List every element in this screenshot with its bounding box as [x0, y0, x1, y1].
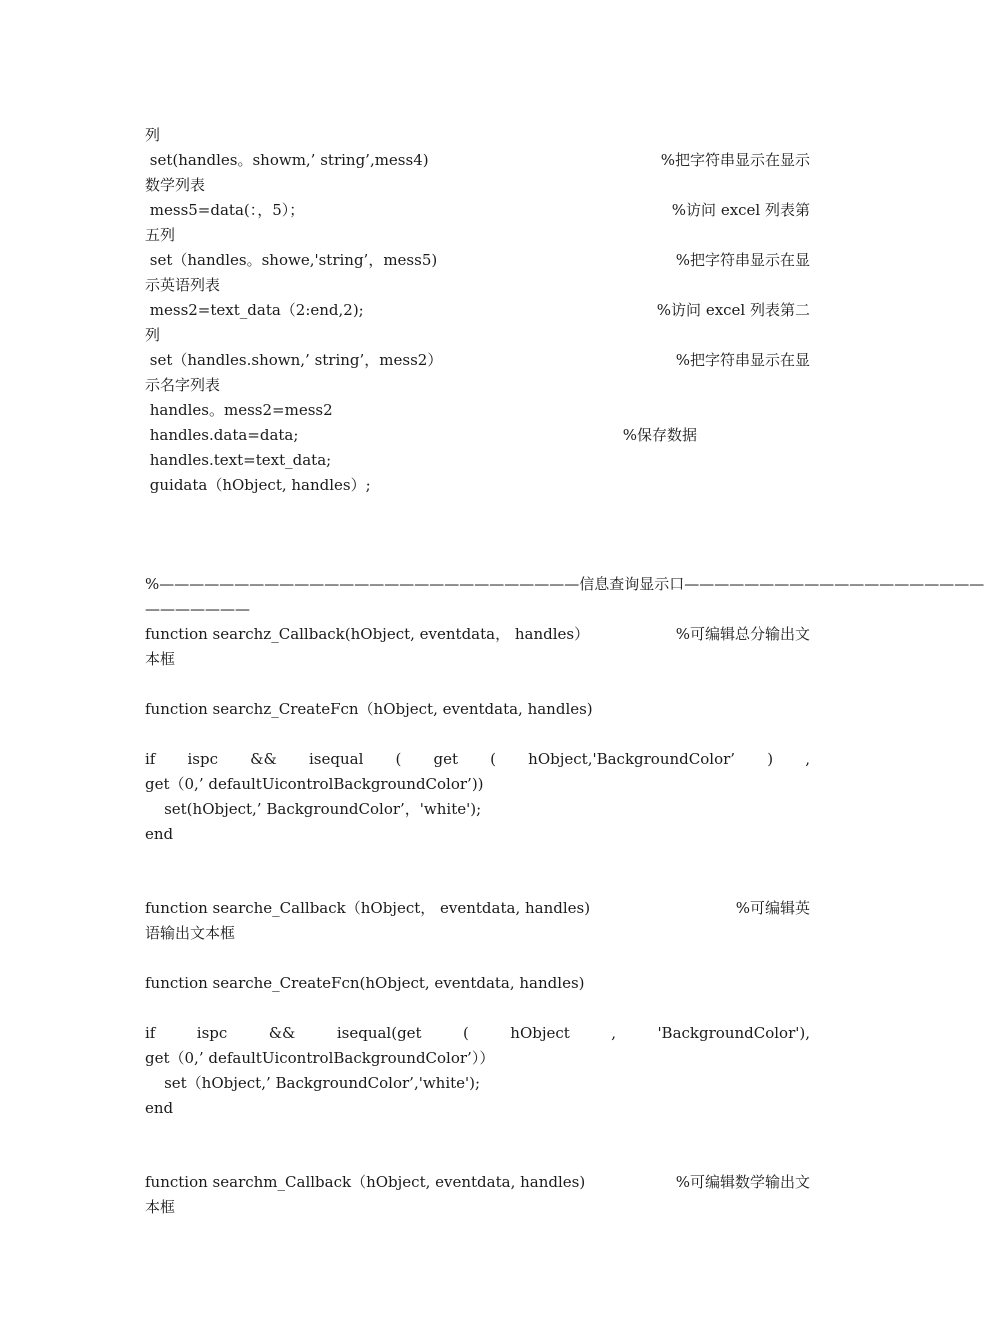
- code-text: guidata（hObject, handles）;: [145, 476, 371, 494]
- text-line: [145, 797, 810, 822]
- code-token: (: [490, 750, 497, 768]
- text-line: [145, 1096, 810, 1121]
- section-divider-continued: [145, 597, 810, 622]
- comment-text: %把字符串显示在显: [675, 351, 810, 369]
- code-token: isequal: [309, 750, 364, 768]
- text-line: [145, 622, 810, 647]
- code-text: mess5=data(：，5）；: [145, 201, 305, 219]
- text-line: [145, 198, 810, 223]
- text-line: [145, 398, 810, 423]
- code-text: set（handles.shown,’ string’，mess2）: [145, 351, 443, 369]
- code-token: &&: [250, 750, 277, 768]
- text-line: [145, 473, 810, 498]
- code-token: if: [145, 1024, 156, 1042]
- text-line: [145, 772, 810, 797]
- code-text: 数学列表: [145, 176, 206, 194]
- code-text: 示名字列表: [145, 376, 221, 394]
- code-text: end: [145, 825, 174, 843]
- text-line: [145, 896, 810, 921]
- code-token: ,: [805, 750, 810, 768]
- code-token: ,: [611, 1024, 617, 1042]
- code-text: function searchz_CreateFcn（hObject, eventdata, handles): [145, 700, 593, 718]
- comment-text: %访问 excel 列表第: [671, 201, 810, 219]
- divider-text: ———————: [145, 600, 250, 618]
- comment-text: %把字符串显示在显: [675, 251, 810, 269]
- section-divider: [145, 572, 984, 597]
- divider-text: %————————————————————————————信息查询显示口————————————————————: [145, 575, 984, 593]
- code-token: hObject,'BackgroundColor’: [528, 750, 736, 768]
- code-text: 列: [145, 126, 161, 144]
- code-text: set（handles。showe,'string’，mess5): [145, 251, 438, 269]
- comment-text: %可编辑数学输出文: [675, 1173, 810, 1191]
- text-line: [145, 1071, 810, 1096]
- code-text: 语输出文本框: [145, 924, 236, 942]
- text-line: [145, 223, 810, 248]
- code-token: ispc: [196, 1024, 228, 1042]
- comment-text: %可编辑总分输出文: [675, 625, 810, 643]
- code-text: 五列: [145, 226, 176, 244]
- text-line: [145, 123, 810, 148]
- code-text: set（hObject,’ BackgroundColor’,'white');: [145, 1074, 481, 1092]
- code-token: if: [145, 750, 156, 768]
- text-line: [145, 697, 810, 722]
- code-token: ): [767, 750, 774, 768]
- code-token: ispc: [187, 750, 218, 768]
- code-text: function searchz_Callback(hObject, eventdata， handles）: [145, 625, 590, 643]
- code-text: 示英语列表: [145, 276, 221, 294]
- text-line: [145, 348, 810, 373]
- code-token: get: [433, 750, 459, 768]
- text-line: [145, 448, 810, 473]
- text-line: [145, 822, 810, 847]
- code-text: end: [145, 1099, 174, 1117]
- code-text: function searchm_Callback（hObject, eventdata, handles): [145, 1173, 586, 1191]
- text-line: [145, 1195, 810, 1220]
- code-text: 本框: [145, 650, 176, 668]
- text-line: [145, 298, 810, 323]
- code-text: function searche_CreateFcn(hObject, eventdata, handles): [145, 974, 585, 992]
- text-line: [145, 1046, 810, 1071]
- code-text: 本框: [145, 1198, 176, 1216]
- code-token: isequal(get: [336, 1024, 422, 1042]
- text-line: [145, 647, 810, 672]
- code-token: &&: [268, 1024, 296, 1042]
- code-text: get（0,’ defaultUicontrolBackgroundColor’））: [145, 1049, 495, 1067]
- code-text: handles。mess2=mess2: [145, 401, 333, 419]
- code-text: mess2=text_data（2:end,2);: [145, 301, 364, 319]
- code-token: 'BackgroundColor'),: [657, 1024, 810, 1042]
- text-line: [145, 148, 810, 173]
- code-text: set(handles。showm,’ string’,mess4): [145, 151, 429, 169]
- text-line: [145, 1170, 810, 1195]
- text-line: [145, 323, 810, 348]
- comment-text: %把字符串显示在显示: [660, 151, 810, 169]
- code-token: (: [463, 1024, 469, 1042]
- code-token: hObject: [510, 1024, 570, 1042]
- text-line: [145, 173, 810, 198]
- text-line: [145, 373, 810, 398]
- comment-text: %保存数据: [622, 426, 697, 444]
- text-line: [145, 423, 810, 448]
- justified-code-line: [145, 1021, 810, 1046]
- text-line: [145, 921, 810, 946]
- code-text: set(hObject,’ BackgroundColor’，'white');: [145, 800, 482, 818]
- text-line: [145, 273, 810, 298]
- justified-code-line: [145, 747, 810, 772]
- text-line: [145, 248, 810, 273]
- code-text: 列: [145, 326, 161, 344]
- text-line: [145, 971, 810, 996]
- comment-text: %可编辑英: [735, 899, 810, 917]
- comment-text: %访问 excel 列表第二: [656, 301, 810, 319]
- code-text: get（0,’ defaultUicontrolBackgroundColor’)): [145, 775, 484, 793]
- code-text: handles.data=data;: [145, 426, 299, 444]
- code-token: (: [395, 750, 402, 768]
- code-text: handles.text=text_data;: [145, 451, 332, 469]
- code-text: function searche_Callback（hObject， eventdata, handles): [145, 899, 591, 917]
